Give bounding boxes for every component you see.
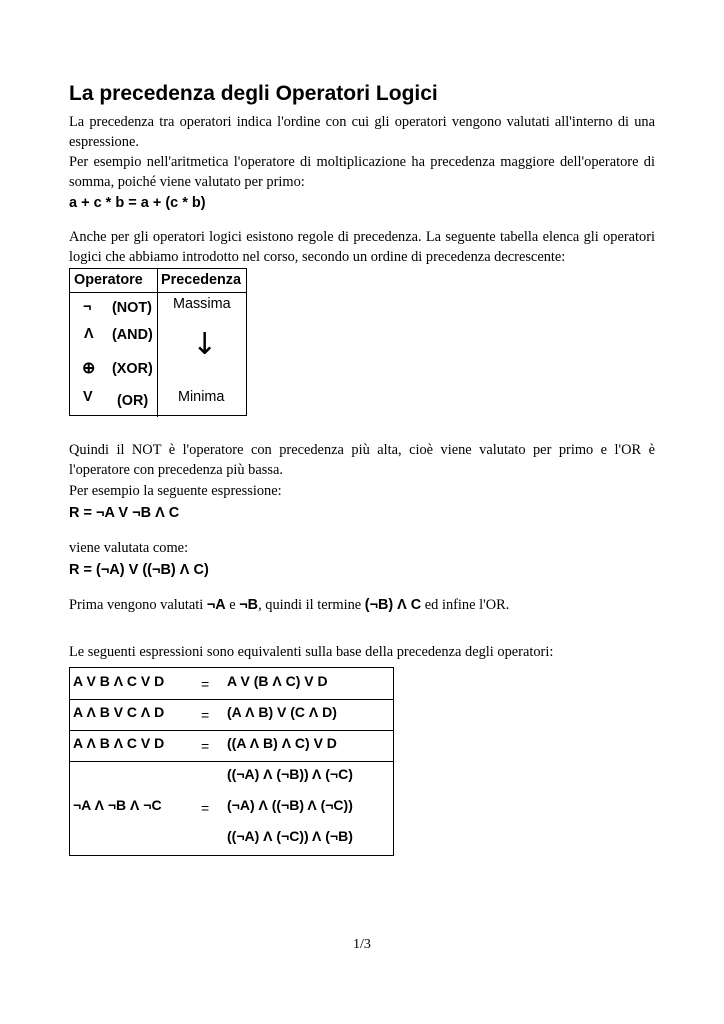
and-label: (AND) [112,327,153,343]
logic-precedence-paragraph: Anche per gli operatori logici esistono regole di precedenza. La seguente tabella elenca gli operatori logici che abbiamo introdotto nel corso, secondo un ordine di precedenza decrescente: [69,229,655,265]
or-label: (OR) [117,393,149,409]
evaluated-as-paragraph: viene valutata come: [69,540,189,556]
not-label: (NOT) [112,300,152,316]
row4-left-expression: ¬A Λ ¬B Λ ¬C [73,797,162,813]
example-expression: R = ¬A V ¬B Λ C [69,505,180,521]
max-precedence-label: Massima [173,296,231,312]
or-symbol: V [83,389,93,405]
summary-paragraph: Quindi il NOT è l'operatore con precedenza più alta, cioè viene valutato per primo e l'OR è l'operatore con precedenza più bassa. [69,442,655,478]
table-divider [70,761,393,762]
equals-sign: = [201,738,210,754]
text-fragment: ed infine l'OR. [421,597,510,613]
arithmetic-expression: a + c * b = a + (c * b) [69,195,206,211]
xor-symbol: ⊕ [82,360,96,377]
row3-left-expression: A Λ B Λ C V D [73,735,165,751]
table-divider [70,292,246,293]
row2-left-expression: A Λ B V C Λ D [73,704,165,720]
row4-right-expression: (¬A) Λ ((¬B) Λ (¬C)) [227,797,353,813]
and-term: (¬B) Λ C [364,597,422,613]
xor-label: (XOR) [112,361,153,377]
page-number: 1/3 [353,937,371,952]
arithmetic-paragraph: Per esempio nell'aritmetica l'operatore di moltiplicazione ha precedenza maggiore dell'operatore di somma, poiché viene valutato per primo: [69,154,655,190]
not-b-term: ¬B [239,597,259,613]
equals-sign: = [201,676,210,692]
intro-paragraph: La precedenza tra operatori indica l'ordine con cui gli operatori vengono valutati all'interno di una espressione. [69,114,655,150]
equivalence-table [69,667,394,856]
header-precedence: Precedenza [161,272,241,288]
evaluation-order-paragraph [69,596,655,616]
row1-right-expression: A V (B Λ C) V D [227,673,328,689]
page-title: La precedenza degli Operatori Logici [69,82,438,105]
table-divider [70,699,393,700]
row2-right-expression: (A Λ B) V (C Λ D) [227,704,337,720]
equals-sign: = [201,800,210,816]
example-intro-paragraph: Per esempio la seguente espressione: [69,483,282,499]
arrow-down-icon: ↓ [192,327,218,362]
table-divider [70,730,393,731]
evaluated-expression: R = (¬A) V ((¬B) Λ C) [69,562,209,578]
row1-left-expression: A V B Λ C V D [73,673,165,689]
precedence-table [69,268,247,416]
row3-right-expression: ((A Λ B) Λ C) V D [227,735,337,751]
not-a-term: ¬A [206,597,226,613]
and-symbol: Λ [84,326,94,342]
not-symbol: ¬ [83,299,92,315]
header-operator: Operatore [74,272,143,288]
row4-right-expression: ((¬A) Λ (¬B)) Λ (¬C) [227,766,353,782]
min-precedence-label: Minima [178,389,225,405]
equivalence-intro-paragraph: Le seguenti espressioni sono equivalenti sulla base della precedenza degli operatori: [69,644,554,660]
row4-right-expression: ((¬A) Λ (¬C)) Λ (¬B) [227,828,353,844]
text-fragment: Prima vengono valutati [69,597,207,613]
text-fragment: e [225,597,240,613]
equals-sign: = [201,707,210,723]
text-fragment: , quindi il termine [258,597,365,613]
